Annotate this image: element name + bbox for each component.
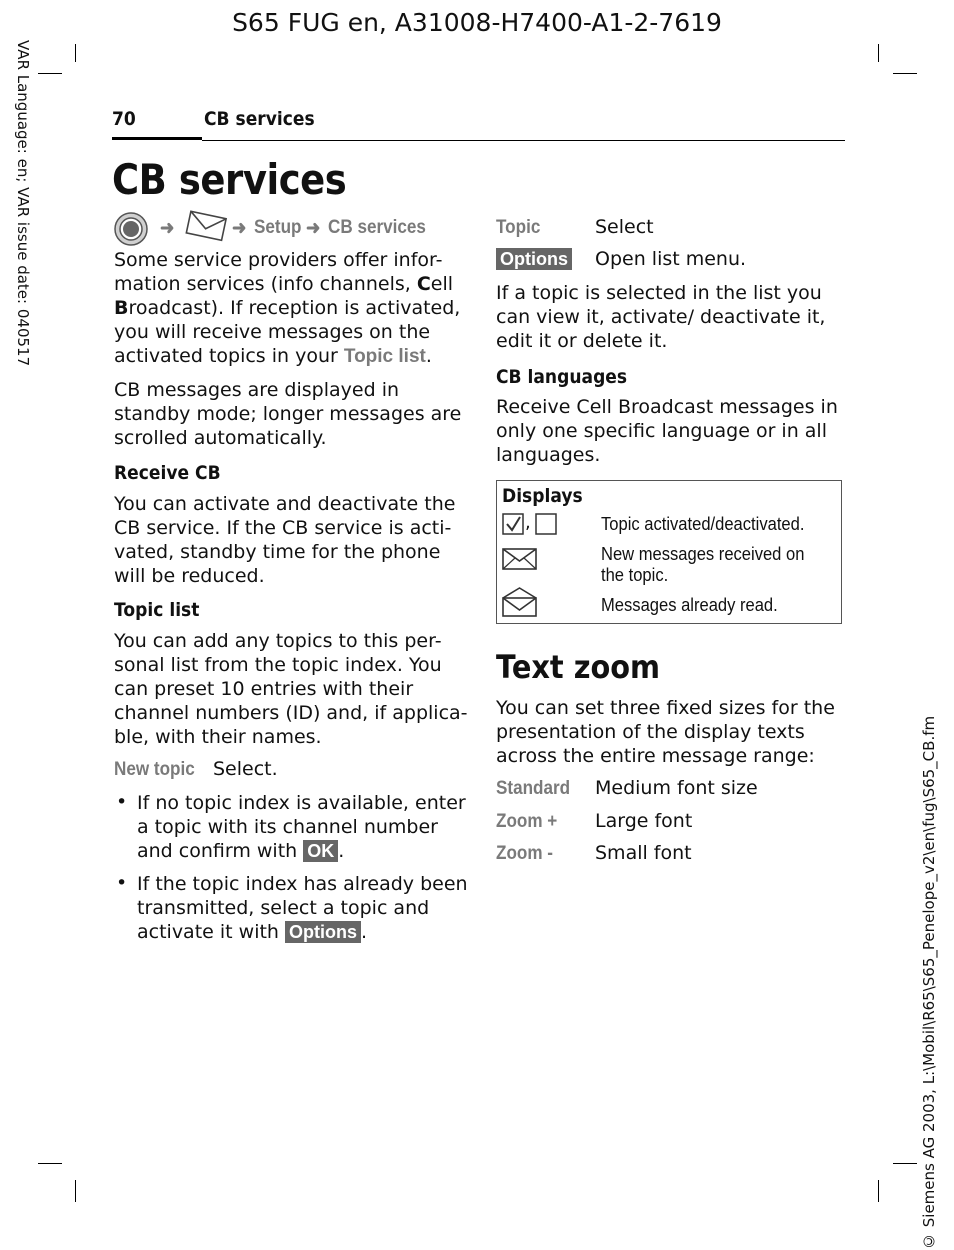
running-title: CB services <box>204 108 315 130</box>
topic-action: Select <box>595 216 654 238</box>
crop-mark <box>893 73 917 74</box>
envelope-closed-icon <box>501 545 539 573</box>
checkbox-empty-icon <box>534 512 560 538</box>
heading-receive-cb: Receive CB <box>114 462 221 484</box>
nav-arrow: ➜ <box>160 218 175 239</box>
zoom-option-desc: Small font <box>595 842 692 864</box>
bullet-item: If no topic index is available, enter a topic with its channel number and confirm with OK . <box>137 792 466 862</box>
icon-separator: , <box>525 512 531 533</box>
text-line: Some service providers offer infor- <box>114 249 443 271</box>
display-row-text: New messages received on the topic. <box>601 544 805 585</box>
side-note-right: © Siemens AG 2003, L:\Mobil\R65\S65_Penelope_v2\en\fug\S65_CB.fm <box>920 715 938 1250</box>
zoom-option-label: Standard <box>496 778 571 799</box>
crop-mark <box>878 1180 879 1202</box>
intro-text <box>114 248 460 369</box>
bullet-item: If the topic index has already been transmitted, select a topic and activate it with Options . <box>137 873 468 943</box>
crop-mark <box>75 44 76 62</box>
text-zoom-text: You can set three fixed sizes for the presentation of the display texts across the entire message range: <box>496 697 835 767</box>
checkbox-checked-icon <box>501 512 527 538</box>
text-line: Broadcast). If reception is activated, <box>114 297 461 319</box>
envelope-open-icon <box>501 586 539 618</box>
menu-topic-list: Topic list <box>343 346 426 367</box>
nav-key-icon <box>113 211 149 247</box>
bullet-dot: • <box>116 791 128 813</box>
options-softkey: Options <box>496 248 572 270</box>
display-row-text: Messages already read. <box>601 595 778 615</box>
nav-arrow: ➜ <box>306 218 321 239</box>
options-softkey: Options <box>285 921 361 943</box>
header-rule <box>112 137 202 140</box>
text-line: activated topics in your Topic list. <box>114 345 432 367</box>
crop-mark <box>38 1163 62 1164</box>
new-topic-label: New topic <box>114 759 195 780</box>
crop-mark <box>893 1163 917 1164</box>
zoom-option-label: Zoom + <box>496 811 558 832</box>
receive-cb-text: You can activate and deactivate the CB service. If the CB service is acti- vated, standby time for the phone will be reduced. <box>114 493 456 587</box>
side-note-left: VAR Language: en; VAR issue date: 040517 <box>14 40 32 367</box>
nav-cb-services: CB services <box>328 217 426 238</box>
zoom-option-desc: Medium font size <box>595 777 758 799</box>
displays-heading: Displays <box>502 485 583 507</box>
display-row-text: Topic activated/deactivated. <box>601 514 805 534</box>
heading-topic-list: Topic list <box>114 599 200 621</box>
page-number: 70 <box>112 108 136 130</box>
standby-text: CB messages are displayed in standby mode; longer messages are scrolled automatically. <box>114 379 462 449</box>
cb-languages-text: Receive Cell Broadcast messages in only one specific language or in all languages. <box>496 396 838 466</box>
text-line: mation services (info channels, Cell <box>114 273 454 295</box>
crop-mark <box>878 44 879 62</box>
zoom-option-label: Zoom - <box>496 843 553 864</box>
heading-cb-languages: CB languages <box>496 366 628 388</box>
messages-icon <box>184 209 230 245</box>
header-rule <box>202 140 845 141</box>
topic-label: Topic <box>496 217 541 238</box>
zoom-option-desc: Large font <box>595 810 693 832</box>
options-action: Open list menu. <box>595 248 747 270</box>
ok-softkey: OK <box>303 840 338 862</box>
nav-arrow: ➜ <box>232 218 247 239</box>
bullet-dot: • <box>116 872 128 894</box>
crop-mark <box>38 73 62 74</box>
heading-text-zoom: Text zoom <box>496 648 661 686</box>
topic-list-text: You can add any topics to this per- sonal list from the topic index. You can preset 10 entries with their channel numbers (ID) and, if applica- ble, with their names. <box>114 630 468 748</box>
new-topic-action: Select. <box>213 758 278 780</box>
page-title: CB services <box>112 155 347 204</box>
document-header: S65 FUG en, A31008-H7400-A1-2-7619 <box>232 8 722 37</box>
nav-setup: Setup <box>254 217 302 238</box>
text-line: you will receive messages on the <box>114 321 431 343</box>
selected-topic-text: If a topic is selected in the list you can view it, activate/ deactivate it, edit it or delete it. <box>496 282 826 352</box>
crop-mark <box>75 1180 76 1202</box>
